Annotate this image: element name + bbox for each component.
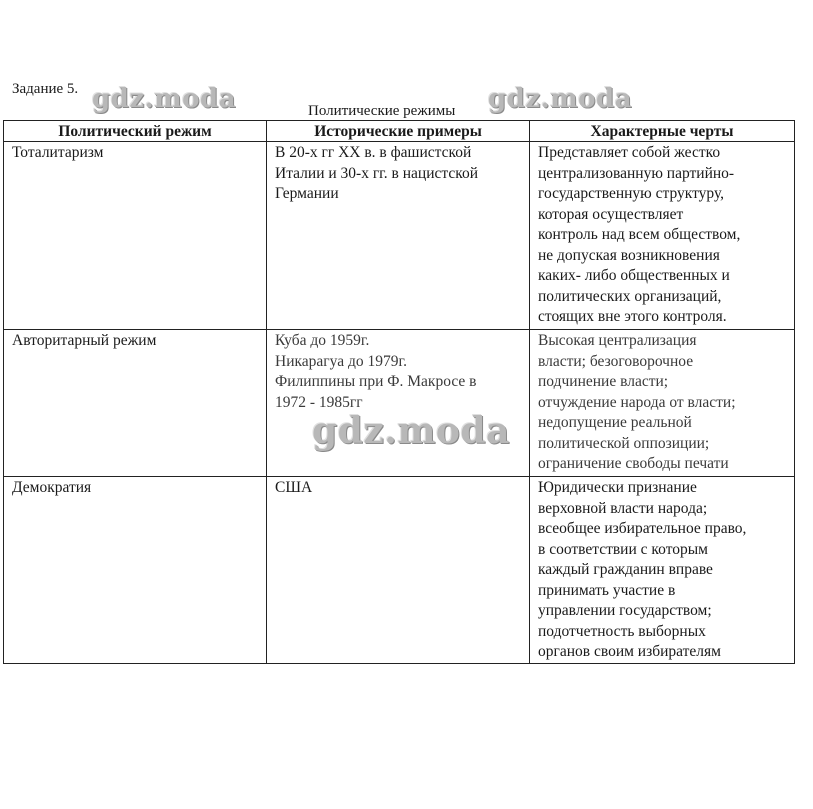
- watermark: gdz.moda: [312, 410, 510, 452]
- regime-cell: Демократия: [4, 477, 267, 664]
- regimes-table: [3, 120, 795, 664]
- table-row: [4, 477, 795, 664]
- features-cell: Представляет собой жестко централизованную партийно- государственную структуру, которая осуществляет контроль над всем обществом, не допуская возникновения каких- либо общественных и политических организаций, стоящих вне этого контроля.: [530, 142, 795, 330]
- task-label: Задание 5.: [12, 81, 79, 97]
- examples-cell: Куба до 1959г. Никарагуа до 1979г. Филиппины при Ф. Макросе в 1972 - 1985гг: [267, 330, 530, 477]
- watermark: gdz.moda: [488, 84, 633, 114]
- watermark: gdz.moda: [92, 84, 237, 114]
- regime-cell: Авторитарный режим: [4, 330, 267, 477]
- examples-cell: В 20-х гг XX в. в фашистской Италии и 30-х гг. в нацистской Германии: [267, 142, 530, 330]
- table-caption: Политические режимы: [308, 103, 456, 119]
- header-examples: Исторические примеры: [267, 121, 530, 142]
- features-cell: Юридически признание верховной власти народа; всеобщее избирательное право, в соответствии с которым каждый гражданин вправе принимать участие в управлении государством; подотчетность выборных органов своим избирателям: [530, 477, 795, 664]
- header-regime: Политический режим: [4, 121, 267, 142]
- features-cell: Высокая централизация власти; безоговорочное подчинение власти; отчуждение народа от власти; недопущение реальной политической оппозиции; ограничение свободы печати: [530, 330, 795, 477]
- examples-cell: США: [267, 477, 530, 664]
- table-header-row: [4, 121, 795, 142]
- regime-cell: Тоталитаризм: [4, 142, 267, 330]
- table-row: [4, 142, 795, 330]
- table-row: [4, 330, 795, 477]
- header-features: Характерные черты: [530, 121, 795, 142]
